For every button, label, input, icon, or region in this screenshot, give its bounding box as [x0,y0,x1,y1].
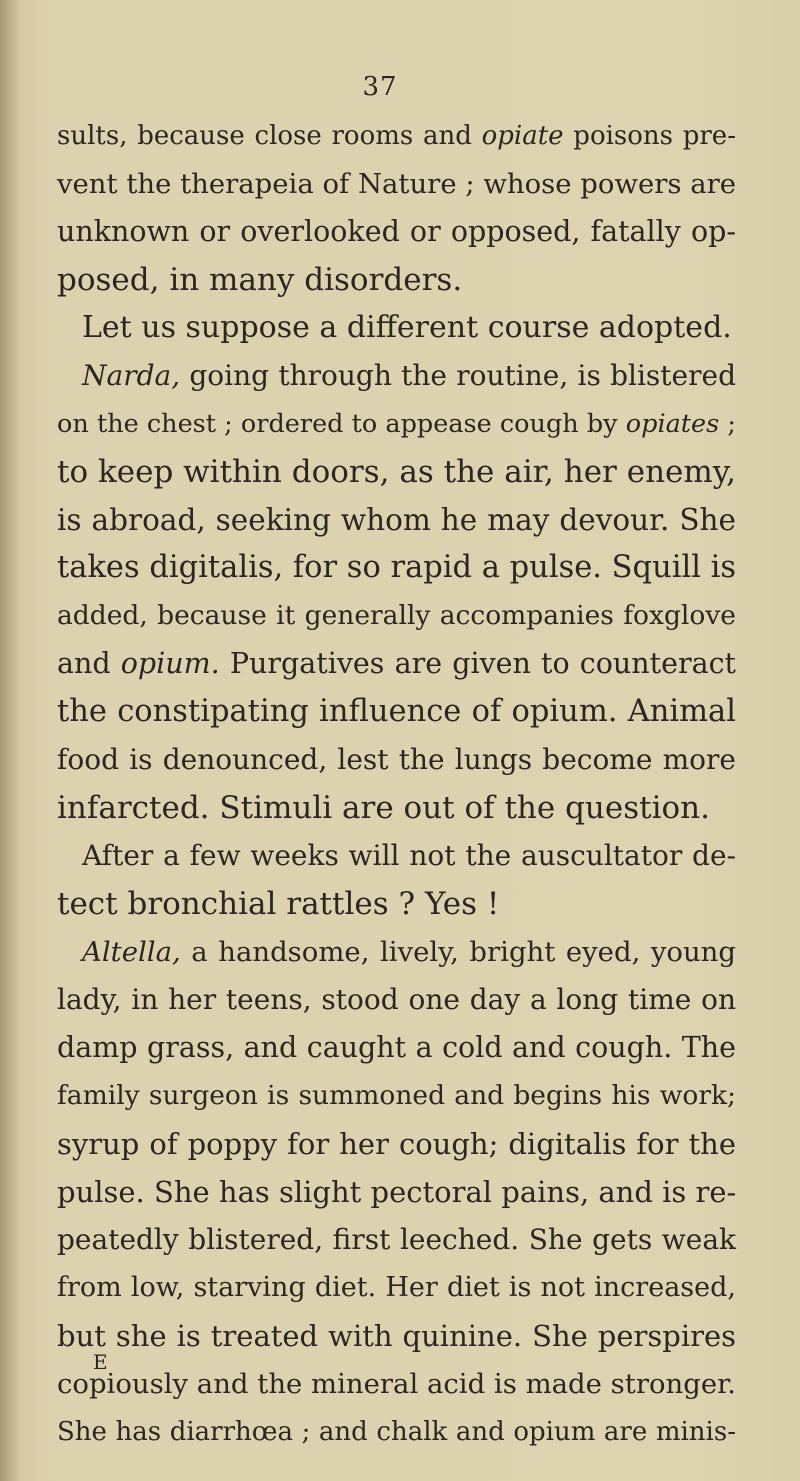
text-line: the constipating influence of opium. Animal [57,694,736,729]
text-line: lady, in her teens, stood one day a long time on [57,983,736,1016]
text-line: vent the therapeia of Nature ; whose powers are [57,168,737,200]
text-line: added, because it generally accompanies foxglove [57,600,736,631]
text-line: family surgeon is summoned and begins his work; [57,1080,736,1111]
body-text [57,112,736,1456]
text-line: food is denounced, lest the lungs become more [57,743,736,776]
page-number: 37 [362,72,398,102]
text-line: peatedly blistered, first leeched. She gets weak [57,1223,736,1256]
text-line: Narda, going through the routine, is blistered [82,359,736,392]
text-line: but she is treated with quinine. She perspires [57,1319,736,1353]
text-line: and opium. Purgatives are given to counteract [57,647,736,680]
text-line: posed, in many disorders. [57,262,463,298]
text-line: takes digitalis, for so rapid a pulse. Squill is [57,550,737,585]
text-line: After a few weeks will not the auscultator de- [82,839,736,872]
text-line: tect bronchial rattles ? Yes ! [57,886,500,922]
text-line: Let us suppose a different course adopted. [82,310,732,345]
text-line: is abroad, seeking whom he may devour. She [57,503,736,537]
text-line: infarcted. Stimuli are out of the question. [57,790,710,826]
text-line: damp grass, and caught a cold and cough. The [57,1031,736,1064]
text-line: from low, starving diet. Her diet is not increased, [57,1272,736,1303]
text-line: Altella, a handsome, lively, bright eyed, young [82,936,736,968]
binding-shadow [0,0,22,1481]
signature-mark: E [93,1350,108,1374]
text-line: pulse. She has slight pectoral pains, and is re- [57,1175,737,1209]
text-line: copiously and the mineral acid is made stronger. [57,1368,736,1400]
text-line: to keep within doors, as the air, her enemy, [57,454,737,490]
text-line: unknown or overlooked or opposed, fatally op- [57,215,736,248]
text-line: syrup of poppy for her cough; digitalis for the [57,1127,736,1161]
text-line: She has diarrhœa ; and chalk and opium are minis- [57,1417,736,1447]
text-line: sults, because close rooms and opiate poisons pre- [57,121,736,151]
text-line: on the chest ; ordered to appease cough by opiates ; [57,409,736,439]
